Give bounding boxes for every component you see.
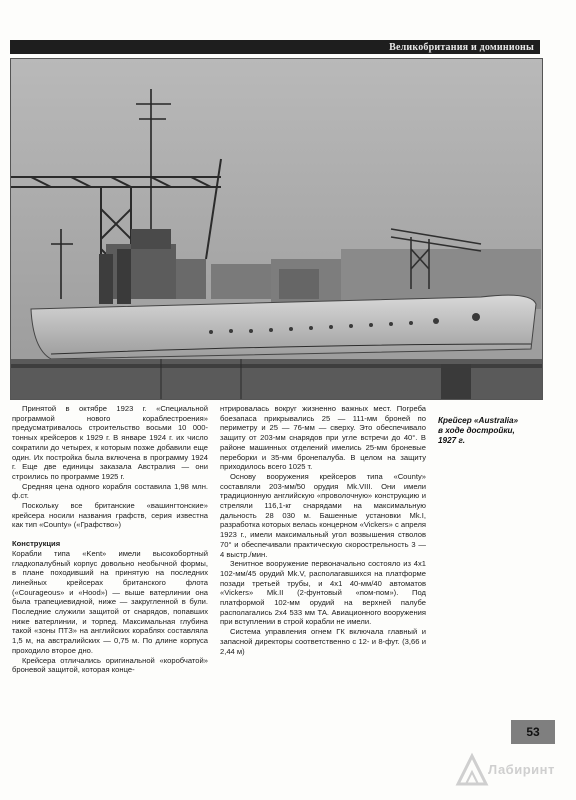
paragraph: нтрировалась вокруг жизненно важных мест. Погреба боезапаса прикрывались 25 — 111-мм броней по периметру и 25 — 76-мм — сверху. Это обеспечивало защиту от 203-мм снарядов при угле встречи до 40°. В районе машинных отделений имелись 25-мм броневые переборки и 35-мм бронепалуба. В целом на защиту приходилось всего 1025 т.	[220, 404, 426, 472]
watermark-logo	[454, 752, 564, 788]
caption-line: в ходе достройки,	[438, 426, 515, 435]
watermark-text: Лабиринт	[488, 762, 555, 777]
caption-line: 1927 г.	[438, 436, 466, 445]
cruiser-photo	[10, 58, 543, 400]
paragraph: Система управления огнем ГК включала главный и запасной директоры соответственно с 12- и 8-фут. (3,66 и 2,44 м)	[220, 627, 426, 656]
paragraph: Средняя цена одного корабля составила 1,98 млн. ф.ст.	[12, 481, 208, 501]
page-number: 53	[511, 720, 555, 744]
paragraph: Поскольку все британские «вашингтонские» крейсера носили названия графств, серия известна как тип «County» («Графство»)	[12, 501, 208, 530]
cruiser-photo-illustration	[11, 59, 542, 399]
paragraph: Принятой в октябре 1923 г. «Специальной программой нового кораблестроения» предусматривалось строительство восьми 10 000-тонных крейсеров к 1929 г. В январе 1924 г. их число сократили до четырех, к которым позже добавили еще один. Их постройка была включена в программу 1924 г. Еще две единицы заказала Австралия — они строились по программе 1925 г.	[12, 404, 208, 481]
photo-caption	[438, 416, 538, 446]
paragraph: Основу вооружения крейсеров типа «County» составляли 203-мм/50 орудия Mk.VIII. Они имели традиционную английскую «проволочную» конструкцию и стреляли 116,1-кг снарядами на максимальную дальность 28 030 м. Башенные установки Mk.I, разработка которых велась концерном «Vickers» с апреля 1923 г., имели максимальный угол возвышения стволов 70° и обеспечивали практическую скорострельность 3 — 4 выстр./мин.	[220, 471, 426, 559]
paragraph: Зенитное вооружение первоначально состояло из 4х1 102-мм/45 орудий Mk.V, располагавшихся на платформе позади третьей трубы, и 4х1 40-мм/40 автоматов «Vickers» Mk.II (2-фунтовый «пом-пом»). Под платформой 102-мм орудий на верхней палубе располагались 2х4 533 мм ТА. Авиационного вооружения при вступлении в строй корабли не имели.	[220, 559, 426, 627]
text-column-right	[220, 404, 426, 656]
caption-line: Крейсер «Australia»	[438, 416, 519, 425]
paragraph: Корабли типа «Kent» имели высокобортный гладкопалубный корпус довольно необычной формы, в плане походивший на принятую на последних линейных крейсерах британского флота («Courageous» и «Hood») — выше ватерлинии она была трапециевидной, ниже — закругленной в були. Последние служили защитой от снарядов, попавших ниже ватерлинии, и торпед. Максимальная глубина такой «зоны ПТЗ» на английских кораблях составляла 1,5 м, на австралийских — 0,75 м. По длине корпуса проходило второе дно.	[12, 548, 208, 655]
section-header-title: Великобритания и доминионы	[389, 41, 534, 53]
section-header-band	[10, 40, 540, 54]
section-heading: Конструкция	[12, 539, 61, 549]
labirint-logo-icon	[454, 752, 490, 788]
paragraph: Крейсера отличались оригинальной «коробчатой» броневой защитой, которая конце-	[12, 655, 208, 675]
text-column-left	[12, 404, 208, 675]
